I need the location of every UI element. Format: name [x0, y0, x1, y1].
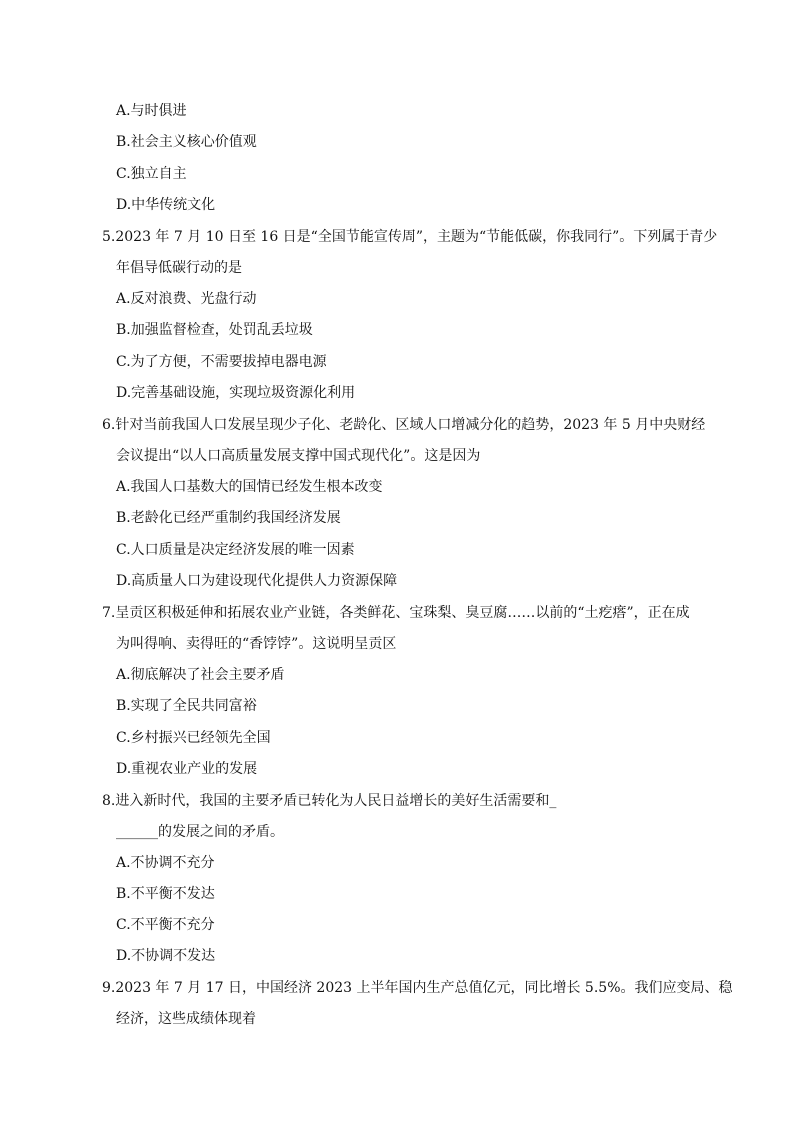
question-6-option-a: A.我国人口基数大的国情已经发生根本改变: [116, 479, 383, 495]
question-5-stem-cont: 年倡导低碳行动的是: [116, 260, 242, 276]
option-a: A.与时俱进: [116, 103, 187, 119]
question-8-option-a: A.不协调不充分: [116, 855, 215, 871]
question-5-stem: 5.2023 年 7 月 10 日至 16 日是“全国节能宣传周”，主题为“节能低碳，你我同行”。下列属于青少: [102, 229, 718, 245]
option-c: C.独立自主: [116, 166, 187, 182]
question-6-stem-cont: 会议提出“以人口高质量发展支撑中国式现代化”。这是因为: [116, 448, 481, 464]
question-7-option-b: B.实现了全民共同富裕: [116, 698, 257, 714]
question-7-stem-cont: 为叫得响、卖得旺的“香饽饽”。这说明呈贡区: [116, 636, 397, 652]
question-5-option-b: B.加强监督检查，处罚乱丢垃圾: [116, 322, 313, 338]
question-6-stem: 6.针对当前我国人口发展呈现少子化、老龄化、区域人口增减分化的趋势，2023 年 5 月中央财经: [102, 417, 706, 433]
question-8-option-d: D.不协调不发达: [116, 948, 216, 964]
option-b: B.社会主义核心价值观: [116, 134, 257, 150]
question-8-option-c: C.不平衡不充分: [116, 917, 215, 933]
question-8-option-b: B.不平衡不发达: [116, 886, 215, 902]
question-8-stem-cont: ______的发展之间的矛盾。: [116, 824, 284, 840]
question-6-option-b: B.老龄化已经严重制约我国经济发展: [116, 510, 341, 526]
question-5-option-a: A.反对浪费、光盘行动: [116, 291, 257, 307]
question-8-stem: 8.进入新时代，我国的主要矛盾已转化为人民日益增长的美好生活需要和_: [102, 793, 557, 809]
question-7-stem: 7.呈贡区积极延伸和拓展农业产业链，各类鲜花、宝珠梨、臭豆腐……以前的“土疙瘩”，正在成: [102, 605, 690, 621]
question-7-option-d: D.重视农业产业的发展: [116, 761, 258, 777]
question-5-option-d: D.完善基础设施，实现垃圾资源化利用: [116, 385, 356, 401]
option-d: D.中华传统文化: [116, 197, 216, 213]
question-6-option-c: C.人口质量是决定经济发展的唯一因素: [116, 542, 355, 558]
question-6-option-d: D.高质量人口为建设现代化提供人力资源保障: [116, 573, 398, 589]
question-7-option-a: A.彻底解决了社会主要矛盾: [116, 667, 285, 683]
question-9-stem: 9.2023 年 7 月 17 日，中国经济 2023 上半年国内生产总值亿元，同比增长 5.5%。我们应变局、稳: [102, 980, 733, 996]
question-7-option-c: C.乡村振兴已经领先全国: [116, 730, 271, 746]
question-5-option-c: C.为了方便，不需要拔掉电器电源: [116, 354, 327, 370]
question-9-stem-cont: 经济，这些成绩体现着: [116, 1011, 256, 1027]
